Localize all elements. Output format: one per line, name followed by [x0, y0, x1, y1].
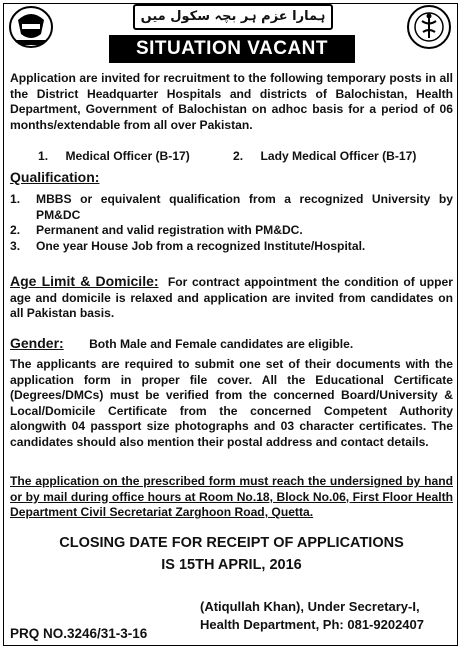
urdu-motto: ہمارا عزم ہر بچہ سکول میں [133, 4, 333, 30]
page-title: SITUATION VACANT [109, 35, 355, 63]
health-department-seal-icon [406, 4, 452, 50]
qualification-list [10, 192, 453, 254]
signatory-block [200, 598, 450, 634]
post-label: Lady Medical Officer (B-17) [260, 149, 417, 163]
posts-list [38, 149, 458, 165]
applicants-paragraph: The applicants are required to submit one set of their documents with the application form in proper file cover. All the Educational Certificate (Degrees/DMCs) must be verified from the concerned Board/University & Local/Domicile Certificate from the concerned Competent Authority alongwith 04 passport size photographs and 03 character certificates. The candidates should also mention their postal address and contact details. [10, 357, 453, 449]
intro-paragraph: Application are invited for recruitment to the following temporary posts in all the District Headquarter Hospitals and districts of Balochistan, Health Department, Government of Balochistan on adhoc basis for a period of 06 months/extendable from all over Pakistan. [10, 71, 453, 132]
prq-number: PRQ NO.3246/31-3-16 [10, 626, 148, 641]
post-item [38, 149, 233, 165]
signatory-name: (Atiqullah Khan), Under Secretary-I, [200, 599, 420, 614]
qualification-item: 3. One year House Job from a recognized Institute/Hospital. [10, 238, 366, 253]
post-number: 1. [38, 149, 49, 163]
age-domicile-text: For contract appointment the condition of upper age and domicile is relaxed and application are invited from candidates on all Pakistan basis. [10, 275, 453, 321]
signatory-department: Health Department, Ph: 081-9202407 [200, 617, 424, 632]
age-domicile-section [10, 274, 453, 322]
post-label: Medical Officer (B-17) [65, 149, 190, 163]
closing-date-line-1: CLOSING DATE FOR RECEIPT OF APPLICATIONS [59, 535, 404, 551]
post-number: 2. [233, 149, 244, 163]
balochistan-emblem-icon [8, 4, 54, 50]
age-domicile-heading: Age Limit & Domicile: [10, 273, 159, 289]
gender-text: Both Male and Female candidates are eligible. [89, 337, 354, 351]
qualification-item: 1. MBBS or equivalent qualification from a recognized University by PM&DC [10, 192, 453, 222]
submission-paragraph: The application on the prescribed form must reach the undersigned by hand or by mail during office hours at Room No.18, Block No.06, First Floor Health Department Civil Secretariat Zarghoon Road, Quetta. [10, 474, 453, 520]
qualification-item: 2. Permanent and valid registration with PM&DC. [10, 223, 303, 238]
gender-heading: Gender: [10, 335, 64, 351]
qualification-heading: Qualification: [10, 169, 100, 185]
post-item [233, 149, 416, 165]
gender-section [10, 336, 453, 353]
closing-date-line-2: IS 15TH APRIL, 2016 [161, 557, 302, 573]
